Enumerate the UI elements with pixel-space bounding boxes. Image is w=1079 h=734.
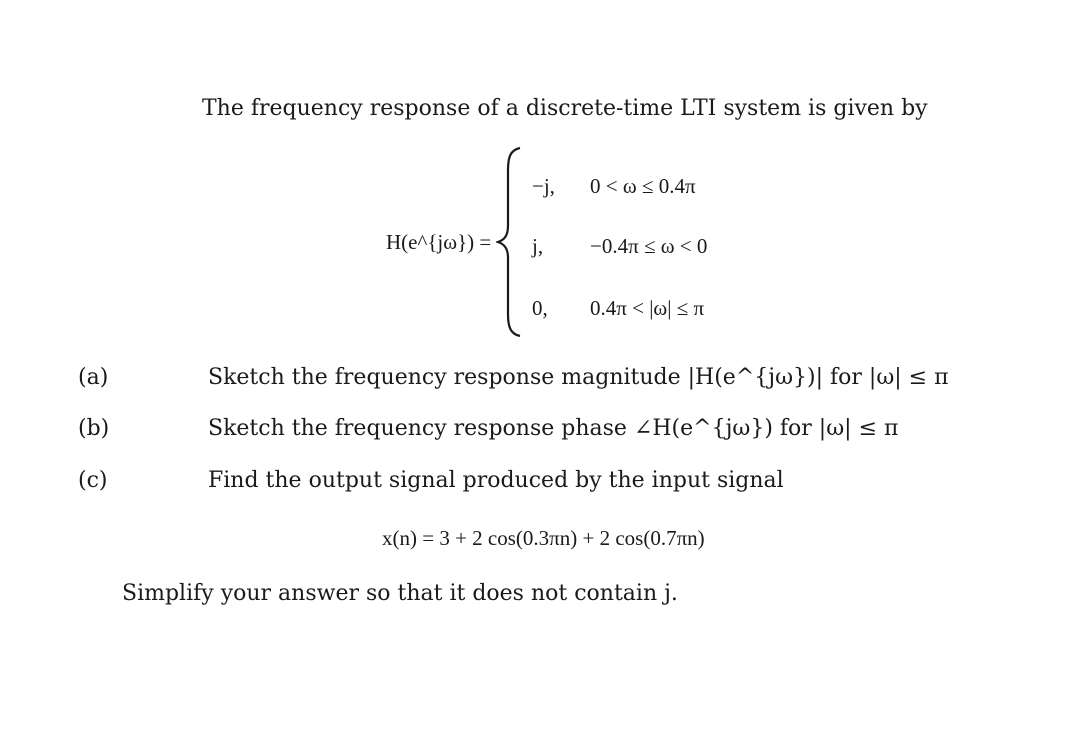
left-brace-icon <box>496 146 524 338</box>
part-a-text: Sketch the frequency response magnitude |H(e^{jω})| for |ω| ≤ π <box>208 365 949 390</box>
part-a-label: (a) <box>78 365 109 390</box>
case-2-value: j, <box>532 234 544 258</box>
part-b-text: Sketch the frequency response phase ∠H(e^{jω}) for |ω| ≤ π <box>208 416 899 441</box>
case-3-value: 0, <box>532 296 548 320</box>
lhs-text: H(e^{jω}) = <box>386 230 492 254</box>
case-1-condition: 0 < ω ≤ 0.4π <box>590 174 696 198</box>
part-c-text: Find the output signal produced by the input signal <box>208 468 784 493</box>
case-2-condition: −0.4π ≤ ω < 0 <box>590 234 708 258</box>
intro-sentence: The frequency response of a discrete-time LTI system is given by <box>202 96 928 121</box>
simplify-note: Simplify your answer so that it does not contain j. <box>122 581 678 606</box>
case-3-condition: 0.4π < |ω| ≤ π <box>590 296 705 320</box>
input-signal-equation: x(n) = 3 + 2 cos(0.3πn) + 2 cos(0.7πn) <box>382 526 705 550</box>
frequency-response-lhs <box>386 228 491 256</box>
case-1-value: −j, <box>532 174 555 198</box>
part-c-label: (c) <box>78 468 108 493</box>
part-b-label: (b) <box>78 416 110 441</box>
